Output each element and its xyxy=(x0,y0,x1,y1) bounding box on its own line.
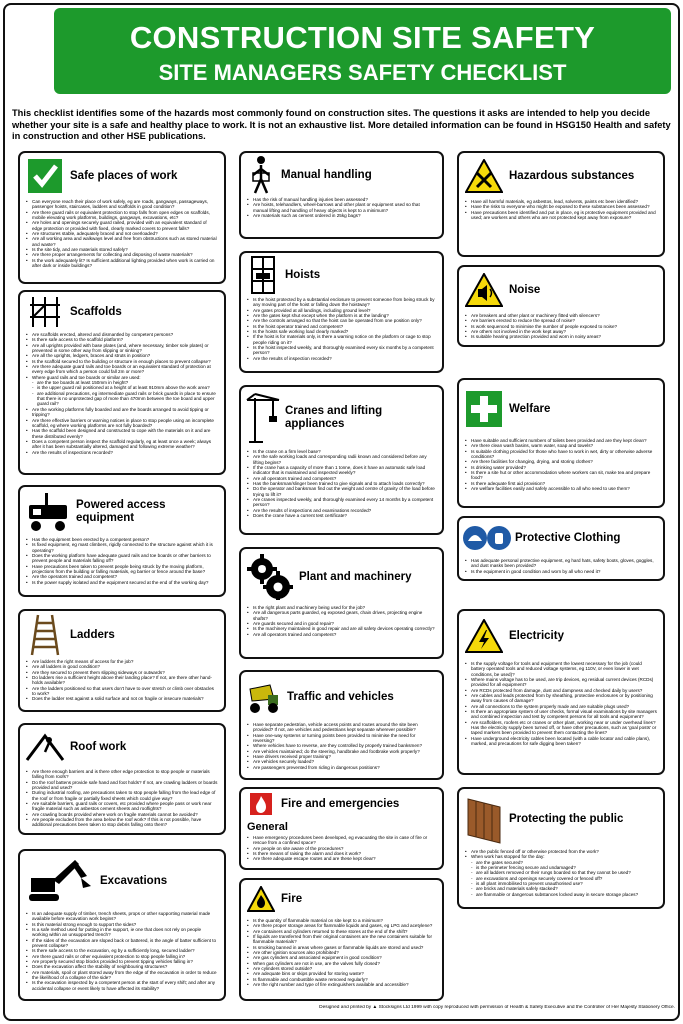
checklist-item: • Are the gates kept shut except when the platform is at the landing? xyxy=(247,313,436,318)
checklist-item: • Are scaffolders, roofers etc or cranes or other plant, working near or under overhead lines? Has the electricity supply been turned off, or have other precautions, such as 'goal posts' or taped markers been provided to prevent them contacting the lines? xyxy=(465,720,657,736)
fire-exit-icon xyxy=(250,793,272,815)
checklist-item: - is the perimeter fencing secure and undamaged? xyxy=(465,865,657,870)
section-title: Protective Clothing xyxy=(515,531,621,544)
section-protective-clothing xyxy=(457,516,665,581)
checklist-item: • Do ladders rise a sufficient height above their landing place? If not, are there other hand-holds available? xyxy=(26,675,218,686)
checklist-item: • Are cables and leads protected from by sheathing, protective enclosures or by positioning away from causes of damage? xyxy=(465,693,657,704)
checklist-item: • Are the public fenced off or otherwise protected from the work? xyxy=(465,849,657,854)
checklist-item: • Are all operators trained and competent? xyxy=(247,476,436,481)
checklist-item: - are bricks and materials safely stacked? xyxy=(465,886,657,891)
checklist-item: • Are all the uprights, ledgers, braces and struts in position? xyxy=(26,353,218,358)
checklist-item: • Is there an appropriate system of user checks, formal visual examinations by site managers and combined inspection and test by competent persons for all tools and equipment? xyxy=(465,709,657,720)
hoist-icon xyxy=(248,255,278,295)
checklist-item: • Have emergency procedures been developed, eg evacuating the site in case of fire or rescue from a confined space? xyxy=(247,835,436,846)
fence-icon xyxy=(464,793,504,845)
section-title: Manual handling xyxy=(281,168,372,181)
section-title: Fire and emergencies xyxy=(281,797,400,810)
electricity-warning-icon xyxy=(465,619,503,653)
section-title: Electricity xyxy=(509,629,564,642)
checklist-item: - are the gates secured? xyxy=(465,860,657,865)
checklist-item: • Are there proper storage areas for flammable liquids and gases, eg LPG and acetylene? xyxy=(247,923,436,928)
checklist-item: • Is the hoist operator trained and competent? xyxy=(247,324,436,329)
checklist-item: • Are all uprights provided with base plates (and, where necessary, timber sole plates) or prevented in some other way from slipping or sinking? xyxy=(26,343,218,354)
checklist-item: • Are the controls arranged so that the hoist can be operated from one position only? xyxy=(247,318,436,323)
checklist-item: • Is the machinery maintained in good repair and are all safety devices operating correctly? xyxy=(247,626,436,631)
section-title: Excavations xyxy=(100,874,168,887)
checklist-item: • Is fixed equipment, eg mast climbers, rigidly connected to the structure against which it is operating? xyxy=(26,542,218,553)
checklist-item: • Is there safe access to the scaffold platform? xyxy=(26,337,218,342)
checklist-item: • Is the hoist protected by a substantial enclosure to prevent someone from being struck by any moving part of the hoist or falling down the hoistway? xyxy=(247,297,436,308)
section-title: Safe places of work xyxy=(70,169,178,182)
checklist-item: • Is drinking water provided? xyxy=(465,465,657,470)
checklist-item: • Do the roof battens provide safe hand and foot holds? If not, are crawling ladders or boards provided and used? xyxy=(26,780,218,791)
checklist-item: • Is the excavation inspected by a competent person at the start of every shift; and after any accidental collapse or event likely to have affected its stability? xyxy=(26,980,218,991)
section-cranes xyxy=(239,385,444,535)
checklist-item: • Have separate pedestrian, vehicle access points and routes around the site been provided? If not, are vehicles and pedestrians kept separate wherever possible? xyxy=(247,722,436,733)
poster-subtitle: SITE MANAGERS SAFETY CHECKLIST xyxy=(158,60,567,85)
checklist-item: - are all ladders removed or their rungs boarded so that they cannot be used? xyxy=(465,870,657,875)
title-banner xyxy=(54,8,671,94)
checklist-item: • Are the safe working loads and corresponding radii known and considered before any lifting begins? xyxy=(247,454,436,465)
section-plant-machinery xyxy=(239,547,444,659)
checklist-item: • Are holes and openings securely guard railed, provided with an equivalent standard of edge protection or provided with fixed, clearly marked covers to prevent falls? xyxy=(26,220,218,231)
section-title: Hoists xyxy=(285,268,321,281)
checklist-item: • Are all dangerous parts guarded, eg exposed gears, chain drives, projecting engine shafts? xyxy=(247,610,436,621)
section-electricity xyxy=(457,609,665,775)
section-scaffolds xyxy=(18,290,226,475)
checklist-item: • Is there adequate first aid provision? xyxy=(465,481,657,486)
section-title: Ladders xyxy=(70,628,115,641)
ladder-icon xyxy=(30,613,60,657)
checklist-item: • If the sides of the excavation are sloped back or battered, is the angle of batter sufficient to prevent collapse? xyxy=(26,938,218,949)
checklist-item: • Are gates provided at all landings, including ground level? xyxy=(247,308,436,313)
checklist-item: • Is the quantity of flammable material on site kept to a minimum? xyxy=(247,918,436,923)
checklist-item: • Are properly secured stop blocks provided to prevent tipping vehicles falling in? xyxy=(26,959,218,964)
section-roof-work xyxy=(18,723,226,835)
section-title: Fire xyxy=(281,892,303,905)
checklist-item: • Are they secured to prevent them slipping sideways or outwards? xyxy=(26,670,218,675)
checklist-item: • When gas cylinders are not in use, are the valves fully closed? xyxy=(247,961,436,966)
section-title: Powered access equipment xyxy=(76,499,166,524)
checklist-item: • Are there guard rails or other equivalent protection to stop people falling in? xyxy=(26,954,218,959)
checklist-item: • Have suitable and sufficient numbers of toilets been provided and are they kept clean? xyxy=(465,438,657,443)
checklist-item: • Are vehicles securely loaded? xyxy=(247,759,436,764)
checklist-item: • Does the working platform have adequate guard rails and toe boards or other barriers to prevent people and materials falling off? xyxy=(26,553,218,564)
checklist-item: • Have underground electricity cables been located (with a cable locator and cable plans), marked, and precautions for safe digging been taken? xyxy=(465,736,657,747)
section-welfare xyxy=(457,378,665,508)
checklist-item: • Where mains voltage has to be used, are trip devices, eg residual current devices (RCDs) provided for all equipment? xyxy=(465,677,657,688)
hazard-warning-icon xyxy=(465,159,503,193)
checklist-item: • Are all working area and walkways level and free from obstructions such as stored material and waste? xyxy=(26,236,218,247)
checklist-item: - is the upper guard rail positioned at a height of at least 910mm above the work area? xyxy=(26,385,218,390)
section-fire xyxy=(239,878,444,1001)
checklist-item: • If the crane has a capacity of more than 1 tonne, does it have an automatic safe load indicator that is maintained and inspected weekly? xyxy=(247,465,436,476)
noise-icon xyxy=(465,273,503,307)
section-title: Scaffolds xyxy=(70,305,122,318)
section-subtitle: General xyxy=(247,821,288,833)
checklist-item: • Are ladders the right means of access for the job? xyxy=(26,659,218,664)
checklist-item: • Is this material strong enough to support the sides? xyxy=(26,922,218,927)
checklist-item: • Are the right number and type of fire extinguishers available and accessible? xyxy=(247,982,436,987)
checklist-item: • Are adequate bins or skips provided for storing waste? xyxy=(247,971,436,976)
checklist-item: • Are there adequate guard rails and toe boards or an equivalent standard of protection at every edge from which a person could fall 2m or more? xyxy=(26,364,218,375)
checklist-item: • Is the work adequately lit? Is sufficient additional lighting provided when work is carried on after dark or inside buildings? xyxy=(26,258,218,269)
section-hoists xyxy=(239,251,444,373)
checklist-item: • Are crawling boards provided where work on fragile materials cannot be avoided? xyxy=(26,812,218,817)
checklist-item: • Is the hoists safe working load clearly marked? xyxy=(247,329,436,334)
checklist-item: - are excavations and openings securely covered or fenced off? xyxy=(465,876,657,881)
checklist-item: • Is there means of raising the alarm and does it work? xyxy=(247,851,436,856)
checklist-item: • When work has stopped for the day: xyxy=(465,854,657,859)
checklist-item: • During industrial roofing, are precautions taken to stop people falling from the lead edge of the roof or from fragile or partially fixed sheets which could give way? xyxy=(26,790,218,801)
checklist-item: • Are all connections to the system properly made and are suitable plugs used? xyxy=(465,704,657,709)
checklist-item: • If the hoist is for materials only, is there a warning notice on the platform or cage to stop people riding on it? xyxy=(247,334,436,345)
checklist-item: • Is the hoist inspected weekly, and thoroughly examined every six months by a competent person? xyxy=(247,345,436,356)
checklist-item: • Are the operators trained and competent? xyxy=(26,574,218,579)
checklist-item: • Does the ladder rest against a solid surface and not on fragile or insecure materials? xyxy=(26,696,218,701)
checklist-item: • Are structures stable, adequately braced and not overloaded? xyxy=(26,231,218,236)
checklist-item: • Have drivers received proper training? xyxy=(247,754,436,759)
checklist-item: - is all plant immobilised to prevent unauthorised use? xyxy=(465,881,657,886)
checklist-item: • Are suitable barriers, guard rails or covers, etc provided where people pass or work near fragile material such as asbestos cement sheets and rooflights? xyxy=(26,801,218,812)
section-fire-emergencies xyxy=(239,787,444,870)
checklist-item: • Is a safe method used for putting in the support, ie one that does not rely on people working within an unsupported trench? xyxy=(26,927,218,938)
checklist-item: • Has the banksman/slinger been trained to give signals and to attach loads correctly? xyxy=(247,481,436,486)
checklist-item: • If liquids are transferred from their original containers are the new containers suitable for flammable materials? xyxy=(247,934,436,945)
checklist-item: • Can everyone reach their place of work safely, eg are roads, gangways, passageways, passenger hoists, staircases, ladders and scaffolds in good condition? xyxy=(26,199,218,210)
section-protecting-public xyxy=(457,787,665,909)
checklist-item: • Is suitable clothing provided for those who have to work in wet, dirty or otherwise adverse conditions? xyxy=(465,449,657,460)
checklist-item: • Are materials, spoil or plant stored away from the edge of the excavation in order to reduce the likelihood of a collapse of the side? xyxy=(26,970,218,981)
section-title: Protecting the public xyxy=(509,812,624,825)
dumper-icon xyxy=(246,679,282,715)
first-aid-icon xyxy=(466,391,502,427)
checklist-item: • Are scaffolds erected, altered and dismantled by competent persons? xyxy=(26,332,218,337)
checklist-item: • Is there a site hut or other accommodation where workers can sit, make tea and prepare food? xyxy=(465,470,657,481)
checklist-item: • Are gas cylinders and associated equipment in good condition? xyxy=(247,955,436,960)
section-hazardous-substances xyxy=(457,151,665,257)
checklist-item: • Are others not involved in the work kept away? xyxy=(465,329,657,334)
poster-title: CONSTRUCTION SITE SAFETY xyxy=(129,20,596,55)
checklist-item: • Is there safe access to the excavation, eg by a sufficiently long, secured ladder? xyxy=(26,948,218,953)
checklist-item: • Has the equipment been erected by a competent person? xyxy=(26,537,218,542)
section-powered-access xyxy=(18,485,226,597)
checklist-item: • Have precautions been identified and put in place, eg is protective equipment provided and used; are workers and others who are not protected kept away from exposure? xyxy=(465,210,657,221)
section-traffic-vehicles xyxy=(239,670,444,780)
checklist-item: • Are welfare facilities easily and safely accessible to all who need to use them? xyxy=(465,486,657,491)
checklist-item: • Does the crane have a current test certificate? xyxy=(247,513,436,518)
checklist-item: • Are there enough barriers and is there other edge protection to stop people or materials falling from roofs? xyxy=(26,769,218,780)
checklist-item: • Are people excluded from the area below the roof work? If this is not possible, have additional precautions been taken to stop debris falling onto them? xyxy=(26,817,218,828)
section-title: Cranes and lifting appliances xyxy=(285,405,383,430)
footer-credit: Designed and printed by ▲ Stocksigns Ltd 1999 with copy reproduced with permission of Health & Safety Executive and the Controller of Her Majesty Stationery Office. xyxy=(319,1005,675,1010)
checklist-item: • Are breakers and other plant or machinery fitted with silencers? xyxy=(465,313,657,318)
checklist-item: • Has the risk of manual handling injuries been assessed? xyxy=(247,197,436,202)
gears-icon xyxy=(246,553,294,601)
checklist-item: • Is the power supply isolated and the equipment secured at the end of the working day? xyxy=(26,580,218,585)
checklist-item: • Are other ignition sources also prohibited? xyxy=(247,950,436,955)
checklist-item: • Have precautions been taken to prevent people being struck by the moving platform, projections from the building or falling materials, eg barrier or fence around the base? xyxy=(26,564,218,575)
intro-text: This checklist identifies some of the hazards most commonly found on construction sites. The questions it asks are intended to help you decide whether your site is a safe and healthy place to work. It is not an exhaustive list. More detailed information can be found in HSG150 Health and safety in construction and other HSE publications. xyxy=(12,108,671,141)
checklist-item: • Are there clean wash basins, warm water, soap and towels? xyxy=(465,443,657,448)
checklist-item: • Is work sequenced to minimise the number of people exposed to noise? xyxy=(465,324,657,329)
checklist-item: • Where guard rails and toe boards or similar are used: xyxy=(26,375,218,380)
check-icon xyxy=(27,158,63,194)
checklist-item: • Are materials such as cement ordered in 25kg bags? xyxy=(247,213,436,218)
protective-clothing-icon xyxy=(462,525,512,551)
checklist-item: • Are there facilities for changing, drying, and storing clothes? xyxy=(465,459,657,464)
checklist-item: • Is the site tidy, and are materials stored safely? xyxy=(26,247,218,252)
checklist-item: • Does a competent person inspect the scaffold regularly, eg at least once a week; always after it has been substantially altered, damaged and following extreme weather? xyxy=(26,439,218,450)
checklist-item: • Are all ladders in good condition? xyxy=(26,664,218,669)
checklist-item: • Are cylinders stored outside? xyxy=(247,966,436,971)
checklist-item: • Is the crane on a firm level base? xyxy=(247,449,436,454)
checklist-item: • Have the risks to everyone who might be exposed to these substances been assessed? xyxy=(465,204,657,209)
checklist-item: • Are there effective barriers or warning notices in place to stop people using an incomplete scaffold, eg where working platforms are not fully boarded? xyxy=(26,418,218,429)
section-noise xyxy=(457,265,665,347)
checklist-item: • Are vehicles maintained; do the steering, handbrake and footbrake work properly? xyxy=(247,749,436,754)
section-excavations xyxy=(18,849,226,1001)
checklist-item: • Are the working platforms fully boarded and are the boards arranged to avoid tipping or tripping? xyxy=(26,407,218,418)
checklist-item: • Have all harmful materials, eg asbestos, lead, solvents, paints etc been identified? xyxy=(465,199,657,204)
checklist-item: • Are hoists, telehandlers, wheel-barrows and other plant or equipment used so that manual lifting and handling of heavy objects is kept to a minimum? xyxy=(247,202,436,213)
checklist-item: • Have one-way systems or turning points been provided to minimise the need for reversing? xyxy=(247,733,436,744)
section-title: Roof work xyxy=(70,740,127,753)
checklist-item: - are flammable or dangerous substances locked away in secure storage places? xyxy=(465,892,657,897)
checklist-item: • Where vehicles have to reverse, are they controlled by properly trained banksmen? xyxy=(247,743,436,748)
checklist-item: • Are people on site aware of the procedures? xyxy=(247,846,436,851)
manual-handling-icon xyxy=(247,155,275,195)
crane-icon xyxy=(245,392,281,444)
powered-access-icon xyxy=(25,491,71,533)
checklist-item: • Does the excavation affect the stability of neighbouring structures? xyxy=(26,964,218,969)
checklist-item: • Has adequate personal protective equipment, eg hard hats, safety boots, gloves, goggles, and dust masks been provided? xyxy=(465,558,657,569)
checklist-item: • Is the supply voltage for tools and equipment the lowest necessary for the job (could battery operated tools and reduced voltage systems, eg 110V, or even lower in wet conditions, be used)? xyxy=(465,661,657,677)
checklist-item: • Are the results of inspections and examinations recorded? xyxy=(247,508,436,513)
section-title: Welfare xyxy=(509,402,551,415)
checklist-item: • Are guards secured and in good repair? xyxy=(247,621,436,626)
checklist-item: • Is suitable hearing protection provided and worn in noisy areas? xyxy=(465,334,657,339)
checklist-item: • Are containers and cylinders returned to these stores at the end of the shift? xyxy=(247,929,436,934)
checklist-item: • Is the scaffold secured to the building or structure in enough places to prevent collapse? xyxy=(26,359,218,364)
scaffold-icon xyxy=(28,295,62,329)
checklist-item: • Is the equipment in good condition and worn by all who need it? xyxy=(465,569,657,574)
checklist-item: - are the toe boards at least 150mm in height? xyxy=(26,380,218,385)
checklist-item: • Has the scaffold been designed and constructed to cope with the materials on it and are these distributed evenly? xyxy=(26,428,218,439)
section-safe-places xyxy=(18,151,226,284)
checklist-item: • Are all operators trained and competent? xyxy=(247,632,436,637)
fire-warning-icon xyxy=(247,886,275,912)
checklist-item: • Are cranes inspected weekly, and thoroughly examined every 14 months by a competent person? xyxy=(247,497,436,508)
excavator-icon xyxy=(25,856,95,906)
checklist-item: • Are there proper arrangements for collecting and disposing of waste materials? xyxy=(26,252,218,257)
checklist-item: • Are barriers erected to reduce the spread of noise? xyxy=(465,318,657,323)
section-title: Noise xyxy=(509,283,541,296)
section-title: Plant and machinery xyxy=(299,570,412,583)
checklist-item: • Are the results of inspections recorded? xyxy=(26,450,218,455)
checklist-item: • Are the results of inspection recorded? xyxy=(247,356,436,361)
checklist-item: • Is an adequate supply of timber, trench sheets, props or other supporting material made available before excavation work begins? xyxy=(26,911,218,922)
checklist-item: • Are the ladders positioned so that users don't have to over stretch or climb over obstacles to work? xyxy=(26,686,218,697)
checklist-item: • Is the right plant and machinery being used for the job? xyxy=(247,605,436,610)
checklist-item: • Are RCDs protected from damage, dust and dampness and checked daily by users? xyxy=(465,688,657,693)
section-manual-handling xyxy=(239,151,444,239)
checklist-item: • Are there adequate escape routes and are these kept clear? xyxy=(247,856,436,861)
section-ladders xyxy=(18,609,226,712)
checklist-item: • Do the operator and banksman find out the weight and centre of gravity of the load before trying to lift it? xyxy=(247,486,436,497)
section-title: Hazardous substances xyxy=(509,169,635,182)
section-title: Traffic and vehicles xyxy=(287,690,394,703)
checklist-item: • Are there guard rails or equivalent protection to stop falls from open edges on scaffolds, mobile elevating work platforms, buildings, gangways, excavations, etc? xyxy=(26,210,218,221)
checklist-item: • Are passengers prevented from riding in dangerous positions? xyxy=(247,765,436,770)
roof-work-icon xyxy=(25,730,65,764)
checklist-item: • Is smoking banned in areas where gases or flammable liquids are stored and used? xyxy=(247,945,436,950)
checklist-item: - are additional precautions, eg intermediate guard rails or brick guards in place to ensure that there is no unprotected gap of more than 470mm between the toe board and upper guard rail? xyxy=(26,391,218,407)
checklist-item: • Is flammable and combustible waste removed regularly? xyxy=(247,977,436,982)
